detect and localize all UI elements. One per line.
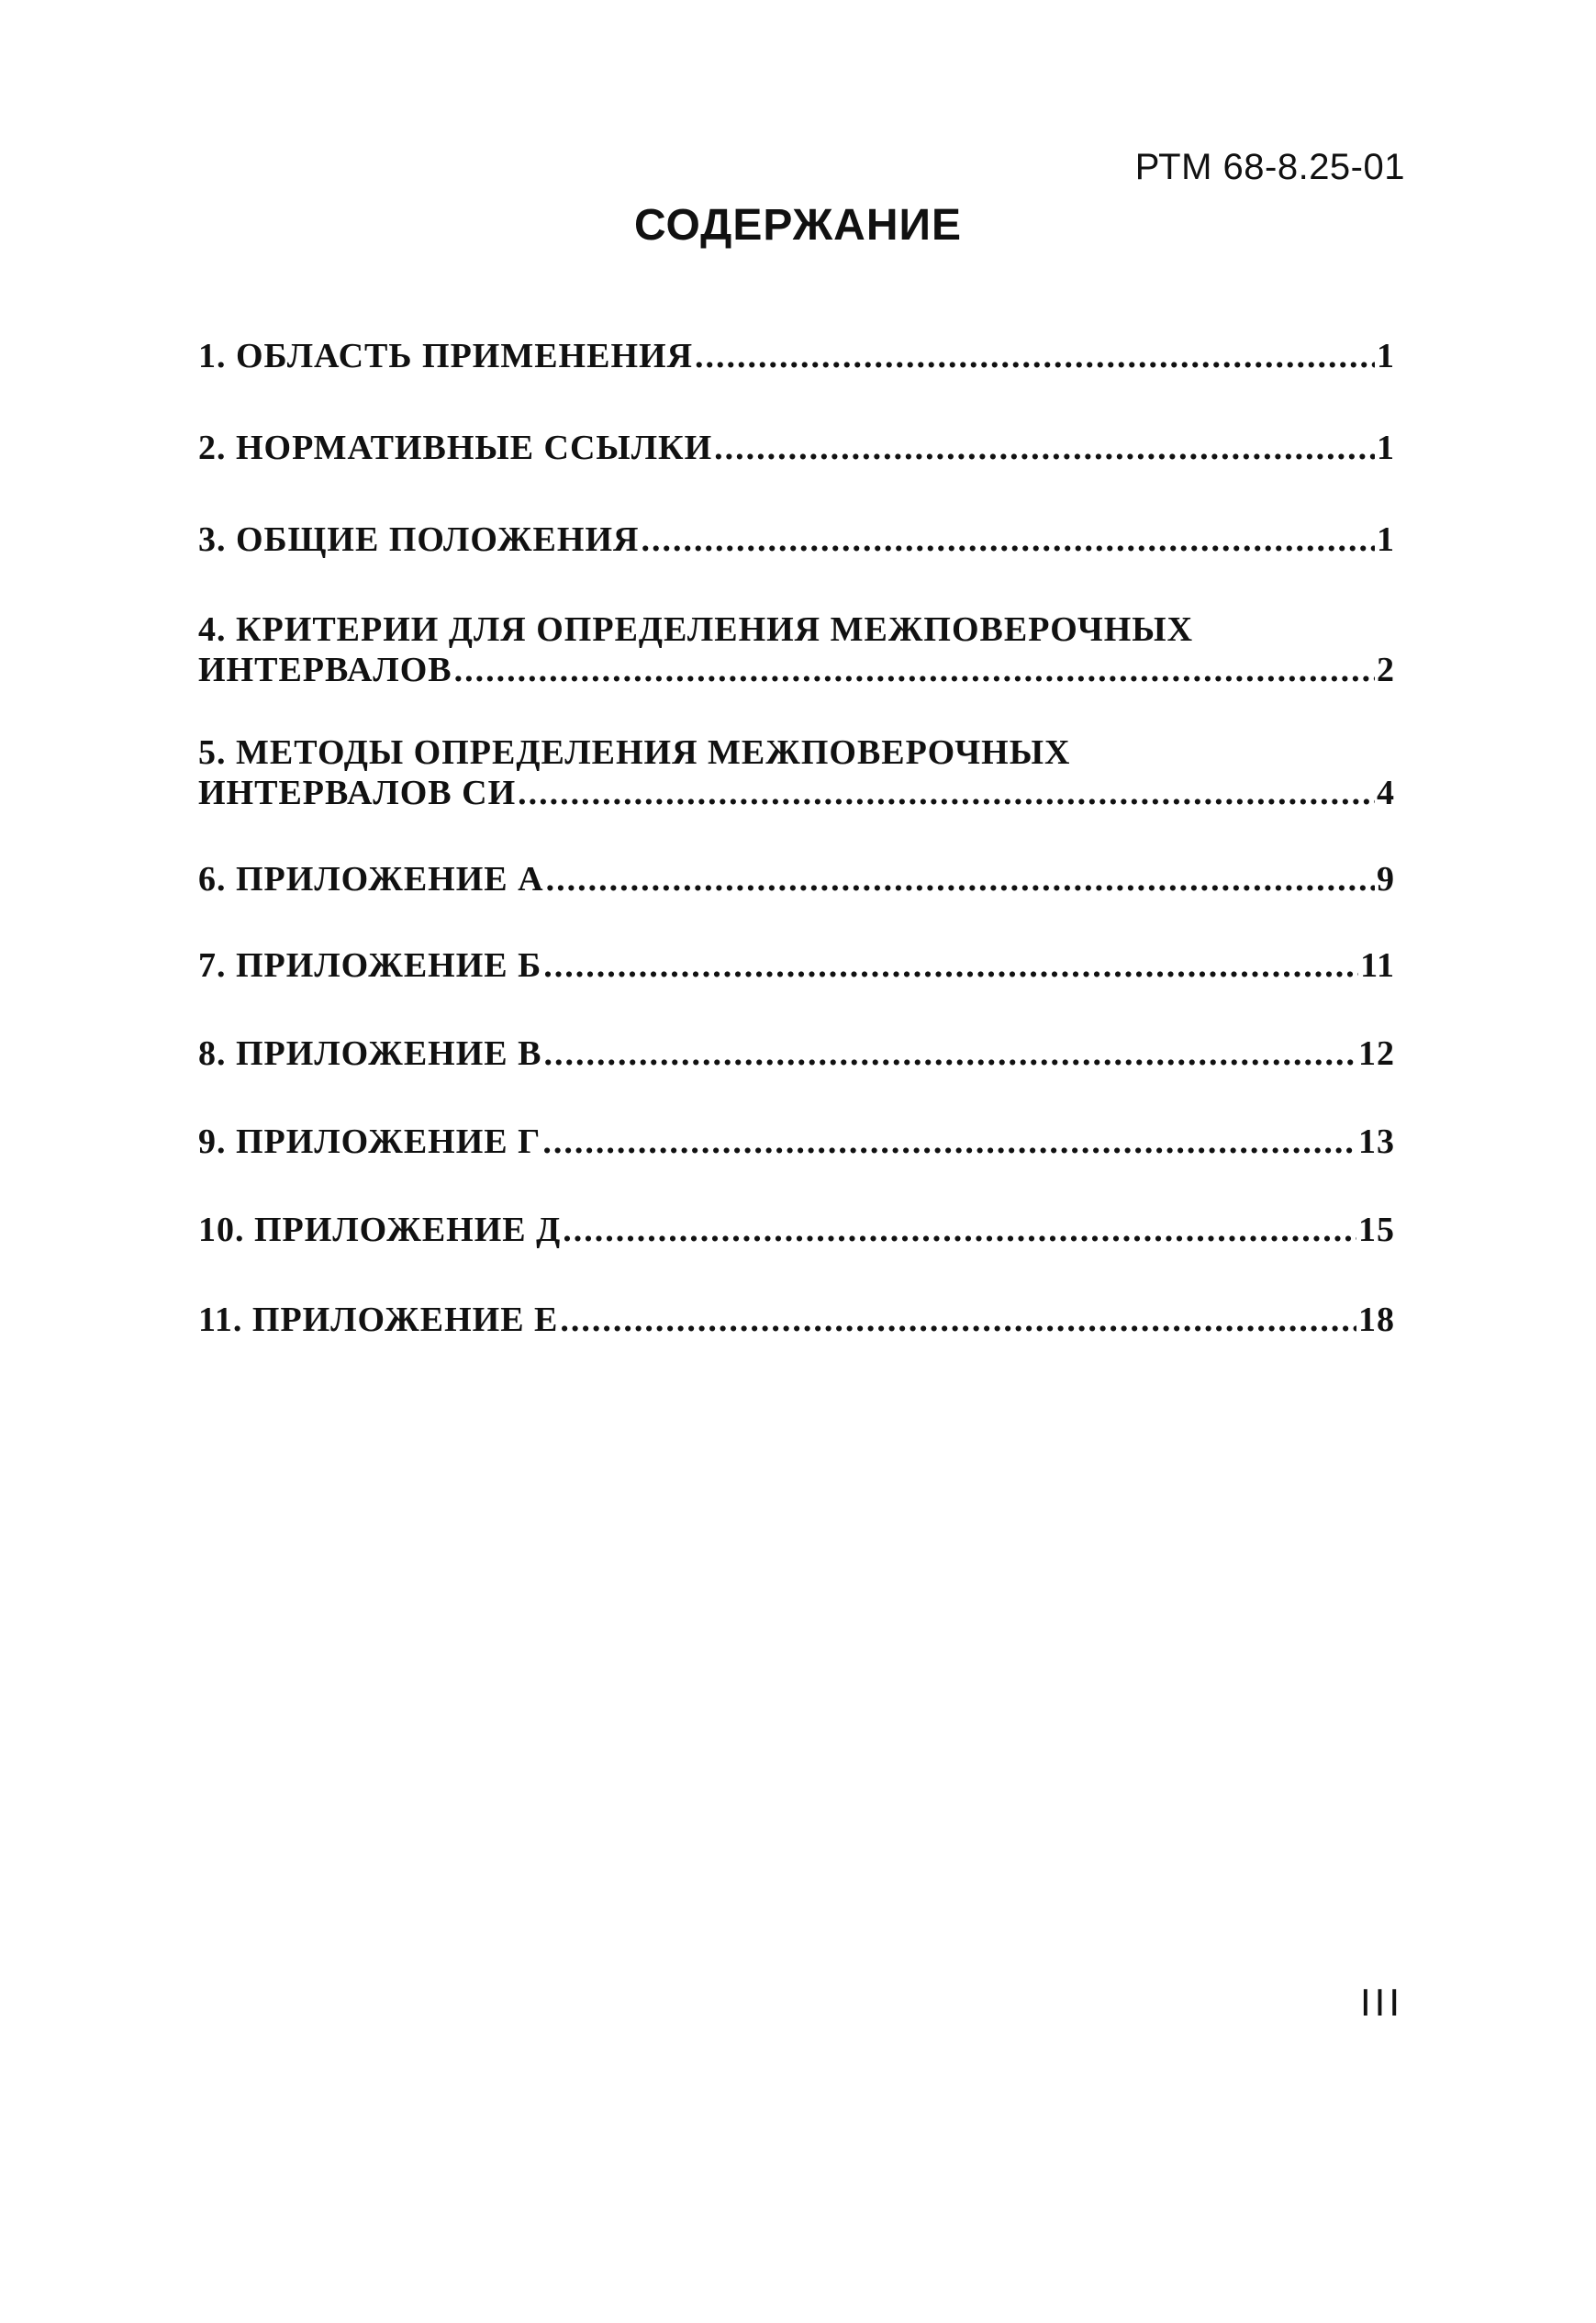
- toc-entry-page: 12: [1358, 1034, 1395, 1073]
- toc-entry-title: 11. ПРИЛОЖЕНИЕ Е: [198, 1301, 559, 1339]
- toc-entry-page: 15: [1358, 1211, 1395, 1249]
- toc-entry-line: [198, 519, 1395, 560]
- toc-entry-line: [198, 336, 1395, 376]
- toc-entry-line: [198, 1210, 1395, 1250]
- toc-entry[interactable]: [198, 859, 1395, 899]
- toc-entry-line: [198, 428, 1395, 468]
- toc-entry-line: [198, 1122, 1395, 1162]
- toc-entry-line: [198, 650, 1395, 690]
- toc-dot-leader: [695, 336, 1375, 376]
- toc-entry-title: 1. ОБЛАСТЬ ПРИМЕНЕНИЯ: [198, 337, 694, 375]
- toc-dot-leader: [641, 519, 1375, 560]
- toc-dot-leader: [543, 1033, 1356, 1074]
- document-code: РТМ 68-8.25-01: [1134, 147, 1405, 187]
- toc-entry-line: [198, 859, 1395, 899]
- toc-entry-line: [198, 1033, 1395, 1074]
- toc-dot-leader: [714, 428, 1375, 468]
- toc-entry-title: 8. ПРИЛОЖЕНИЕ В: [198, 1034, 542, 1073]
- toc-entry-title: 3. ОБЩИЕ ПОЛОЖЕНИЯ: [198, 520, 640, 559]
- toc-entry-page: 9: [1377, 860, 1395, 899]
- toc-entry[interactable]: [198, 609, 1395, 690]
- toc-entry[interactable]: [198, 428, 1395, 468]
- toc-entry-title: 9. ПРИЛОЖЕНИЕ Г: [198, 1122, 541, 1161]
- toc-entry-page: 1: [1377, 429, 1395, 467]
- toc-dot-leader: [454, 650, 1375, 690]
- toc-entry-title: ИНТЕРВАЛОВ СИ: [198, 774, 517, 812]
- table-of-contents: [198, 336, 1395, 1340]
- toc-entry-title: 5. МЕТОДЫ ОПРЕДЕЛЕНИЯ МЕЖПОВЕРОЧНЫХ: [198, 733, 1071, 772]
- toc-entry-page: 1: [1377, 337, 1395, 375]
- toc-dot-leader: [518, 773, 1375, 813]
- page-title: СОДЕРЖАНИЕ: [634, 201, 962, 250]
- toc-entry-title: 6. ПРИЛОЖЕНИЕ А: [198, 860, 544, 899]
- toc-entry-title: 10. ПРИЛОЖЕНИЕ Д: [198, 1211, 562, 1249]
- toc-entry-title: ИНТЕРВАЛОВ: [198, 651, 452, 689]
- toc-entry[interactable]: [198, 945, 1395, 986]
- toc-entry-page: 11: [1360, 946, 1395, 985]
- toc-dot-leader: [546, 859, 1375, 899]
- toc-entry-title: 2. НОРМАТИВНЫЕ ССЫЛКИ: [198, 429, 713, 467]
- toc-entry[interactable]: [198, 519, 1395, 560]
- toc-entry-line: [198, 773, 1395, 813]
- toc-entry-line: [198, 1300, 1395, 1340]
- toc-entry[interactable]: [198, 1300, 1395, 1340]
- page-number: III: [1359, 1981, 1403, 2024]
- toc-dot-leader: [563, 1210, 1356, 1250]
- toc-dot-leader: [560, 1300, 1356, 1340]
- toc-entry[interactable]: [198, 1210, 1395, 1250]
- toc-entry-line: [198, 945, 1395, 986]
- toc-entry-title: 4. КРИТЕРИИ ДЛЯ ОПРЕДЕЛЕНИЯ МЕЖПОВЕРОЧНЫХ: [198, 610, 1194, 649]
- toc-entry-page: 2: [1377, 651, 1395, 689]
- toc-entry-title: 7. ПРИЛОЖЕНИЕ Б: [198, 946, 542, 985]
- toc-entry[interactable]: [198, 336, 1395, 376]
- toc-dot-leader: [542, 1122, 1356, 1162]
- toc-entry-page: 18: [1358, 1301, 1395, 1339]
- toc-entry[interactable]: [198, 1122, 1395, 1162]
- toc-entry[interactable]: [198, 1033, 1395, 1074]
- toc-entry[interactable]: [198, 732, 1395, 813]
- toc-entry-page: 13: [1358, 1122, 1395, 1161]
- toc-dot-leader: [543, 945, 1358, 986]
- toc-entry-page: 1: [1377, 520, 1395, 559]
- toc-entry-page: 4: [1377, 774, 1395, 812]
